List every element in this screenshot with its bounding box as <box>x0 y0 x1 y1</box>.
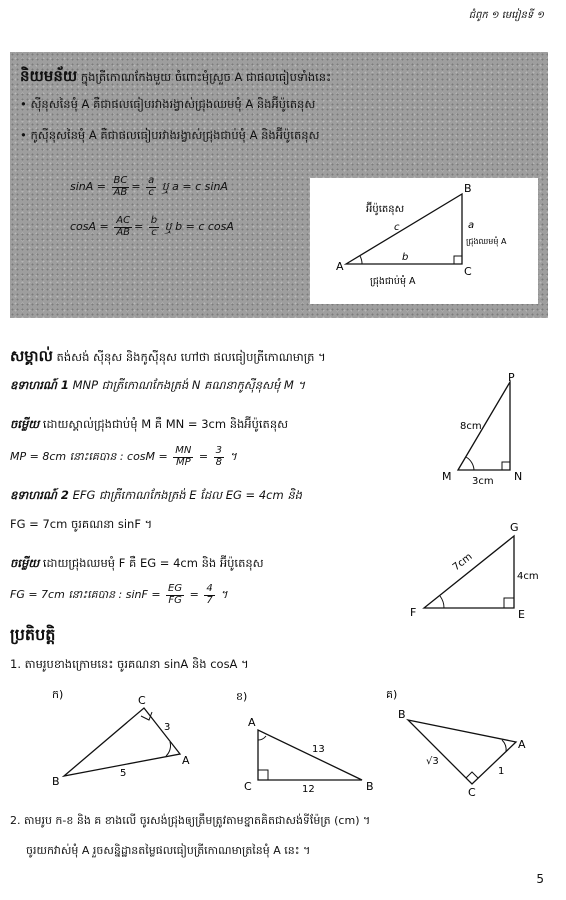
vertex-a-label: A <box>182 754 190 767</box>
vertex-m-label: M <box>442 470 452 483</box>
example1-text: MNP ជាត្រីកោណកែងត្រង់ N គណនាកូស៊ីនុសមុំ M ។ <box>72 378 306 392</box>
side-length-12: 12 <box>302 784 315 794</box>
frac-num: b <box>150 215 158 226</box>
vertex-c-label: C <box>244 780 252 793</box>
frac-num: MN <box>175 445 192 456</box>
frac-num: 3 <box>215 445 222 456</box>
cosine-formula: cosA = $\frac{AC}{AB}$ = $\frac{b}{c}$ ឬ b = c cosA <box>70 215 234 238</box>
definition-title-line <box>20 66 540 86</box>
triangle-b <box>258 730 362 780</box>
hypotenuse-label: អ៊ីប៉ូតេនុស <box>366 204 405 215</box>
frac-den: AB <box>113 186 128 198</box>
triangle-efg <box>424 536 514 608</box>
base-length: 3cm <box>472 476 494 487</box>
side-length-1: 1 <box>498 766 505 777</box>
frac-den: 7 <box>206 594 213 606</box>
side-length: 4cm <box>517 571 539 582</box>
equals-sign: = <box>189 588 199 601</box>
figure-c-label: គ) <box>386 688 398 701</box>
frac-den: c <box>148 186 154 198</box>
definition-bullet-sin: • ស៊ីនុសនៃមុំ A គឺជាផលធៀបរវាងរង្វាស់ជ្រុងឈមមុំ A និងអ៊ីប៉ូតេនុស <box>20 97 316 111</box>
sine-formula: sinA = $\frac{BC}{AB}$ = $\frac{a}{c}$ ឬ a = c sinA <box>70 175 228 198</box>
practice-question-2-line-2: ចូរយកវាស់មុំ A រួចសន្និដ្ឋានតម្លៃផលធៀបត្រីកោណមាត្រនៃមុំ A នេះ ។ <box>26 844 311 857</box>
example1-line <box>10 378 470 394</box>
example2-line-2: FG = 7cm ចូរគណនា sinF ។ <box>10 517 153 531</box>
sine-lhs: sinA = <box>70 180 106 193</box>
angle-a-arc <box>166 742 171 756</box>
sine-fraction-1 <box>112 176 130 198</box>
right-angle-mark <box>258 770 268 780</box>
practice-title: ប្រតិបត្តិ <box>10 625 56 644</box>
frac-den: AB <box>116 226 131 238</box>
vertex-f-label: F <box>410 606 417 619</box>
vertex-c-label: C <box>464 265 472 278</box>
side-b-label: b <box>402 252 409 263</box>
definition-triangle-figure <box>310 178 538 304</box>
practice-figure-b <box>228 686 388 794</box>
side-length-root3: √3 <box>426 756 439 767</box>
equals-sign: = <box>198 450 209 463</box>
angle-a-arc <box>258 736 266 740</box>
frac-num: AC <box>116 215 131 226</box>
vertex-n-label: N <box>514 470 523 483</box>
vertex-a-label: A <box>248 716 256 729</box>
side-length-3: 3 <box>164 722 171 733</box>
vertex-c-label: C <box>468 786 476 798</box>
practice-question-1: 1. តាមរូបខាងក្រោមនេះ ចូរគណនា sinA និង cosA ។ <box>10 657 249 671</box>
right-angle-mark <box>504 598 514 608</box>
example2-title: ឧទាហរណ៍ 2 <box>10 488 69 502</box>
right-angle-mark <box>141 712 152 720</box>
example1-solution-text: ដោយស្គាល់ជ្រុងជាប់មុំ M គឺ MN = 3cm និងអ៊ីប៉ូតេនុស <box>42 417 289 431</box>
frac-den: FG <box>168 594 182 606</box>
figure-a-label: ក) <box>52 688 64 701</box>
vertex-b-label: B <box>398 708 406 721</box>
example2-line <box>10 488 450 504</box>
triangle-a <box>64 708 180 776</box>
example2-triangle-figure <box>404 516 552 620</box>
right-angle-mark <box>466 772 478 778</box>
cosine-rest: ឬ b = c cosA <box>164 220 234 233</box>
sentence-end: ។ <box>229 450 237 463</box>
practice-figure-c <box>382 686 542 798</box>
side-length-13: 13 <box>312 744 325 755</box>
example2-fraction-1 <box>166 584 184 606</box>
angle-a-arc <box>502 740 506 752</box>
practice-figure-a <box>40 686 200 792</box>
example1-title: ឧទាហរណ៍ 1 <box>10 378 69 392</box>
frac-den: MP <box>175 456 191 468</box>
vertex-b-label: B <box>464 182 472 195</box>
definition-bullet-cos: • កូស៊ីនុសនៃមុំ A គឺជាផលធៀបរវាងរង្វាស់ជ្រុងជាប់មុំ A និងអ៊ីប៉ូតេនុស <box>20 128 320 142</box>
cosine-fraction-2 <box>149 216 159 238</box>
chapter-header: ជំពូក ១ មេរៀនទី ១ <box>468 10 544 21</box>
frac-num: EG <box>168 583 183 594</box>
opposite-side-label: ជ្រុងឈមមុំ A <box>466 237 507 246</box>
example1-fraction-2 <box>214 446 224 468</box>
frac-den: c <box>151 226 157 238</box>
vertex-g-label: G <box>510 521 519 534</box>
cosine-fraction-1 <box>114 216 132 238</box>
practice-question-2-line-1: 2. តាមរូប ក-ខ និង គ ខាងលើ ចូរសង់ជ្រុងឲ្យត្រឹមត្រូវតាមខ្នាតគិតជាសង់ទីម៉ែត្រ (cm) ។ <box>10 814 371 827</box>
side-c-label: c <box>394 222 400 233</box>
note-line <box>10 346 550 366</box>
hypotenuse-length: 7cm <box>450 551 475 574</box>
sentence-end: ។ <box>220 588 228 601</box>
example2-equation-lhs: FG = 7cm នោះគេបាន : sinF = <box>10 588 161 601</box>
example2-solution-title: ចម្លើយ <box>10 556 40 570</box>
vertex-a-label: A <box>518 738 526 751</box>
vertex-c-label: C <box>138 694 146 707</box>
frac-den: 8 <box>215 456 222 468</box>
example1-solution-title: ចម្លើយ <box>10 417 40 431</box>
frac-num: 4 <box>206 583 213 594</box>
adjacent-side-label: ជ្រុងជាប់មុំ A <box>370 276 416 287</box>
frac-num: BC <box>113 175 128 186</box>
sine-fraction-2 <box>146 176 156 198</box>
example1-equation-lhs: MP = 8cm នោះគេបាន : cosM = <box>10 450 168 463</box>
note-text: តង់សង់ ស៊ីនុស និងកូស៊ីនុស ហៅថា ផលធៀបត្រីកោណមាត្រ ។ <box>56 350 326 364</box>
frac-num: a <box>148 175 155 186</box>
side-length-5: 5 <box>120 768 127 779</box>
angle-m-arc <box>466 457 474 470</box>
example1-equation <box>10 446 237 468</box>
example1-triangle-figure <box>436 372 536 490</box>
angle-f-arc <box>440 596 444 608</box>
sine-rest: ឬ a = c sinA <box>161 180 228 193</box>
example2-solution-text: ដោយជ្រុងឈមមុំ F គឺ EG = 4cm និង អ៊ីប៉ូតេនុស <box>42 556 264 570</box>
definition-intro: ក្នុងត្រីកោណកែងមួយ ចំពោះមុំស្រួច A ជាផលធៀបទាំងនេះ <box>80 70 332 84</box>
example1-solution-line <box>10 417 450 433</box>
example2-fraction-2 <box>204 584 214 606</box>
vertex-a-label: A <box>336 260 344 273</box>
vertex-p-label: P <box>508 372 515 384</box>
page-number: 5 <box>536 872 544 886</box>
cosine-lhs: cosA = <box>70 220 109 233</box>
hypotenuse-length: 8cm <box>460 421 482 432</box>
example2-text: EFG ជាត្រីកោណកែងត្រង់ E ដែល EG = 4cm និង <box>72 488 302 502</box>
side-a-label: a <box>468 220 475 231</box>
note-title: សម្គាល់ <box>10 347 53 365</box>
vertex-b-label: B <box>366 780 374 793</box>
right-angle-mark <box>502 462 510 470</box>
example2-solution-line <box>10 556 450 572</box>
vertex-e-label: E <box>518 608 525 620</box>
example1-fraction-1 <box>173 446 193 468</box>
figure-b-label: ខ) <box>236 690 248 703</box>
example2-equation <box>10 584 227 606</box>
vertex-b-label: B <box>52 775 60 788</box>
definition-title: និយមន័យ <box>20 67 78 85</box>
